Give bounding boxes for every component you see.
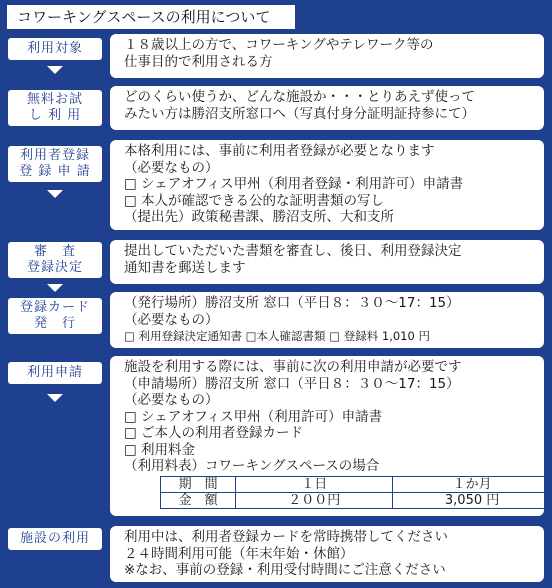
down-arrow-icon	[47, 190, 63, 198]
down-arrow-icon	[47, 394, 63, 402]
step-content-card	[110, 292, 544, 348]
step-label-trial	[8, 90, 102, 126]
step-label-text: 利用申請	[26, 365, 83, 380]
step-label-text: 審 査	[33, 244, 76, 259]
step-content-use	[110, 526, 544, 582]
fee-cell: 3,050 円	[393, 493, 552, 509]
fee-header-period: 期 間	[161, 477, 236, 493]
step-label-use	[8, 528, 102, 550]
step-text-line: ※なお、事前の登録・利用受付時間にご注意ください	[124, 562, 446, 578]
step-content-review	[110, 240, 544, 284]
step-text-line: □ 利用料金	[124, 441, 196, 458]
fee-cell: １日	[236, 477, 393, 493]
step-text-line: 提出していただいた書類を審査し、後日、利用登録決定	[124, 243, 462, 259]
step-text-line: 利用中は、利用者登録カードを常時携帯してください	[124, 529, 448, 545]
step-text-line: どのくらい使うか、どんな施設か・・・とりあえず使って	[124, 89, 475, 105]
down-arrow-icon	[47, 284, 63, 292]
step-label-text: 登録決定	[26, 260, 83, 275]
step-label-text: 発 行	[33, 316, 76, 331]
step-label-text: 利用対象	[26, 41, 83, 56]
step-text-line: □ 利用登録決定通知書 □本人確認書類 □ 登録料 1,010 円	[124, 329, 430, 343]
step-text-line: 仕事目的で利用される方	[124, 53, 273, 70]
step-label-text: 登 録 申 請	[19, 164, 91, 179]
step-text-line: （申請場所）勝沼支所 窓口（平日８：３０〜17：15）	[124, 375, 460, 392]
table-row	[161, 493, 552, 509]
step-text-line: みたい方は勝沼支所窓口へ（写真付身分証明証持参にて）	[124, 105, 475, 122]
step-text-line: 施設を利用する際には、事前に次の利用申請が必要です	[124, 359, 462, 375]
step-text-line: （利用料表）コワーキングスペースの場合	[124, 458, 380, 474]
step-label-application	[8, 362, 102, 384]
step-label-text: 利用者登録	[19, 148, 90, 163]
step-label-text: 無料お試	[26, 92, 83, 107]
step-text-line: １８歳以上の方で、コワーキングやテレワーク等の	[124, 37, 434, 53]
step-label-review	[8, 242, 102, 278]
step-label-card	[8, 298, 102, 334]
step-text-line: （必要なもの）	[124, 392, 219, 408]
step-text-line: （提出先）政策秘書課、勝沼支所、大和支所	[124, 209, 394, 225]
step-text-line: （必要なもの）	[124, 311, 219, 328]
fee-cell: ２００円	[236, 493, 393, 509]
step-text-line: 本格利用には、事前に利用者登録が必要となります	[124, 143, 435, 159]
step-content-target	[110, 34, 544, 78]
step-text-line: □ ご本人の利用者登録カード	[124, 425, 304, 441]
page-title: コワーキングスペースの利用について	[6, 4, 296, 30]
step-label-text: 施設の利用	[19, 531, 90, 546]
step-label-text: 登録カード	[19, 300, 90, 315]
step-text-line: （必要なもの）	[124, 159, 219, 176]
down-arrow-icon	[47, 66, 63, 74]
step-label-target	[8, 38, 102, 60]
table-row	[161, 477, 552, 493]
fee-table	[160, 476, 552, 509]
fee-cell: １か月	[393, 477, 552, 493]
step-label-registration	[8, 146, 102, 182]
step-label-text: し 利 用	[28, 108, 82, 123]
step-text-line: □ シェアオフィス甲州（利用者登録・利用許可）申請書	[124, 176, 464, 192]
step-content-trial	[110, 86, 544, 130]
step-text-line: （発行場所）勝沼支所 窓口（平日８：３０〜17：15）	[124, 295, 460, 311]
step-content-registration	[110, 140, 544, 230]
step-text-line: □ シェアオフィス甲州（利用許可）申請書	[124, 408, 383, 425]
step-text-line: □ 本人が確認できる公的な証明書類の写し	[124, 192, 385, 209]
fee-header-amount: 金 額	[161, 493, 236, 509]
step-text-line: 通知書を郵送します	[124, 259, 246, 276]
step-text-line: ２４時間利用可能（年末年始・休館）	[124, 545, 354, 562]
